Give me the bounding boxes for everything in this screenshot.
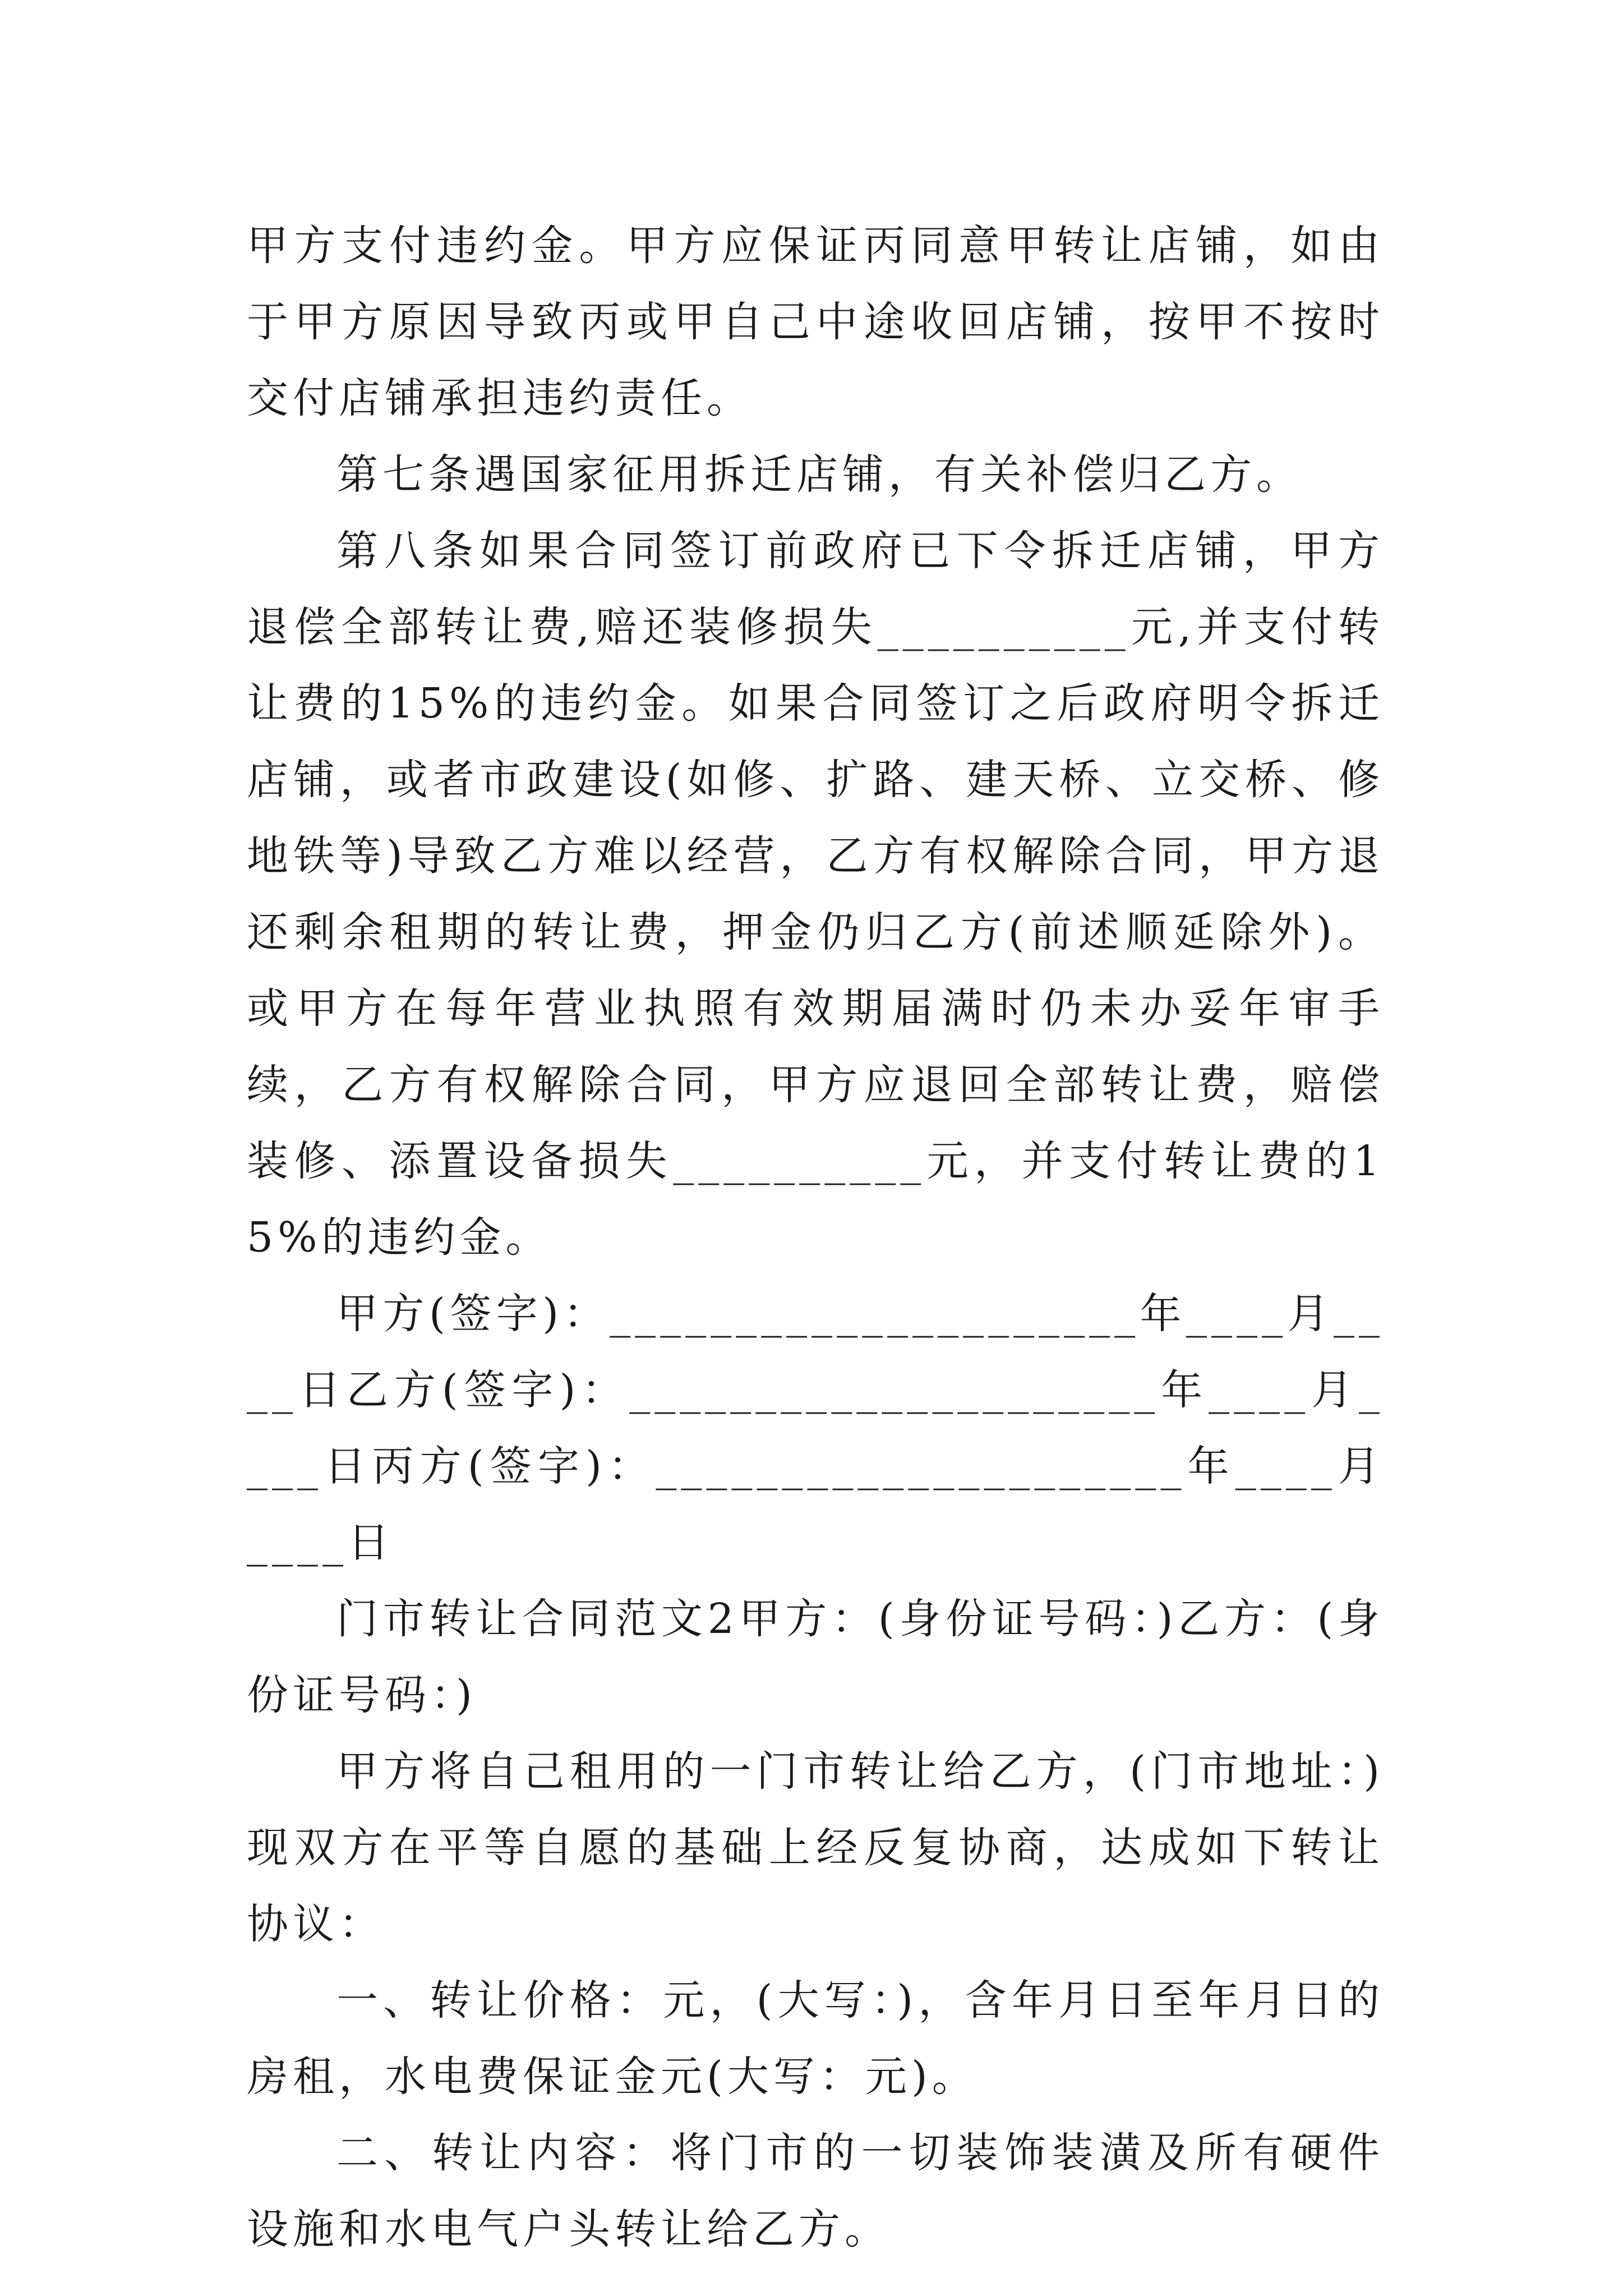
paragraph-signatures: 甲方(签字)：_____________________年____月____日乙方(签字)：_____________________年____月____日丙方(签字)：_____________________年____月____日 bbox=[247, 1290, 1384, 1567]
paragraph-penalty-continuation: 甲方支付违约金。甲方应保证丙同意甲转让店铺，如由于甲方原因导致丙或甲自己中途收回店铺，按甲不按时交付店铺承担违约责任。 bbox=[247, 222, 1384, 422]
paragraph-transfer-price: 一、转让价格：元，(大写：)，含年月日至年月日的房租，水电费保证金元(大写：元)。 bbox=[247, 1976, 1384, 2101]
paragraph-transfer-content: 二、转让内容：将门市的一切装饰装潢及所有硬件设施和水电气户头转让给乙方。 bbox=[247, 2129, 1384, 2253]
paragraph-sample-2-parties: 门市转让合同范文2甲方：(身份证号码：)乙方：(身份证号码：) bbox=[247, 1595, 1384, 1719]
paragraph-transfer-intro: 甲方将自己租用的一门市转让给乙方，(门市地址：)现双方在平等自愿的基础上经反复协商，达成如下转让协议： bbox=[247, 1747, 1384, 1948]
paragraph-article-7: 第七条遇国家征用拆迁店铺，有关补偿归乙方。 bbox=[336, 450, 1302, 499]
document-page bbox=[247, 208, 1384, 2267]
paragraph-article-8: 第八条如果合同签订前政府已下令拆迁店铺，甲方退偿全部转让费,赔还装修损失__________元,并支付转让费的15%的违约金。如果合同签订之后政府明令拆迁店铺，或者市政建设(如修、扩路、建天桥、立交桥、修地铁等)导致乙方难以经营，乙方有权解除合同，甲方退还剩余租期的转让费，押金仍归乙方(前述顺延除外)。或甲方在每年营业执照有效期届满时仍未办妥年审手续，乙方有权解除合同，甲方应退回全部转让费，赔偿装修、添置设备损失__________元，并支付转让费的15%的违约金。 bbox=[247, 527, 1384, 1262]
